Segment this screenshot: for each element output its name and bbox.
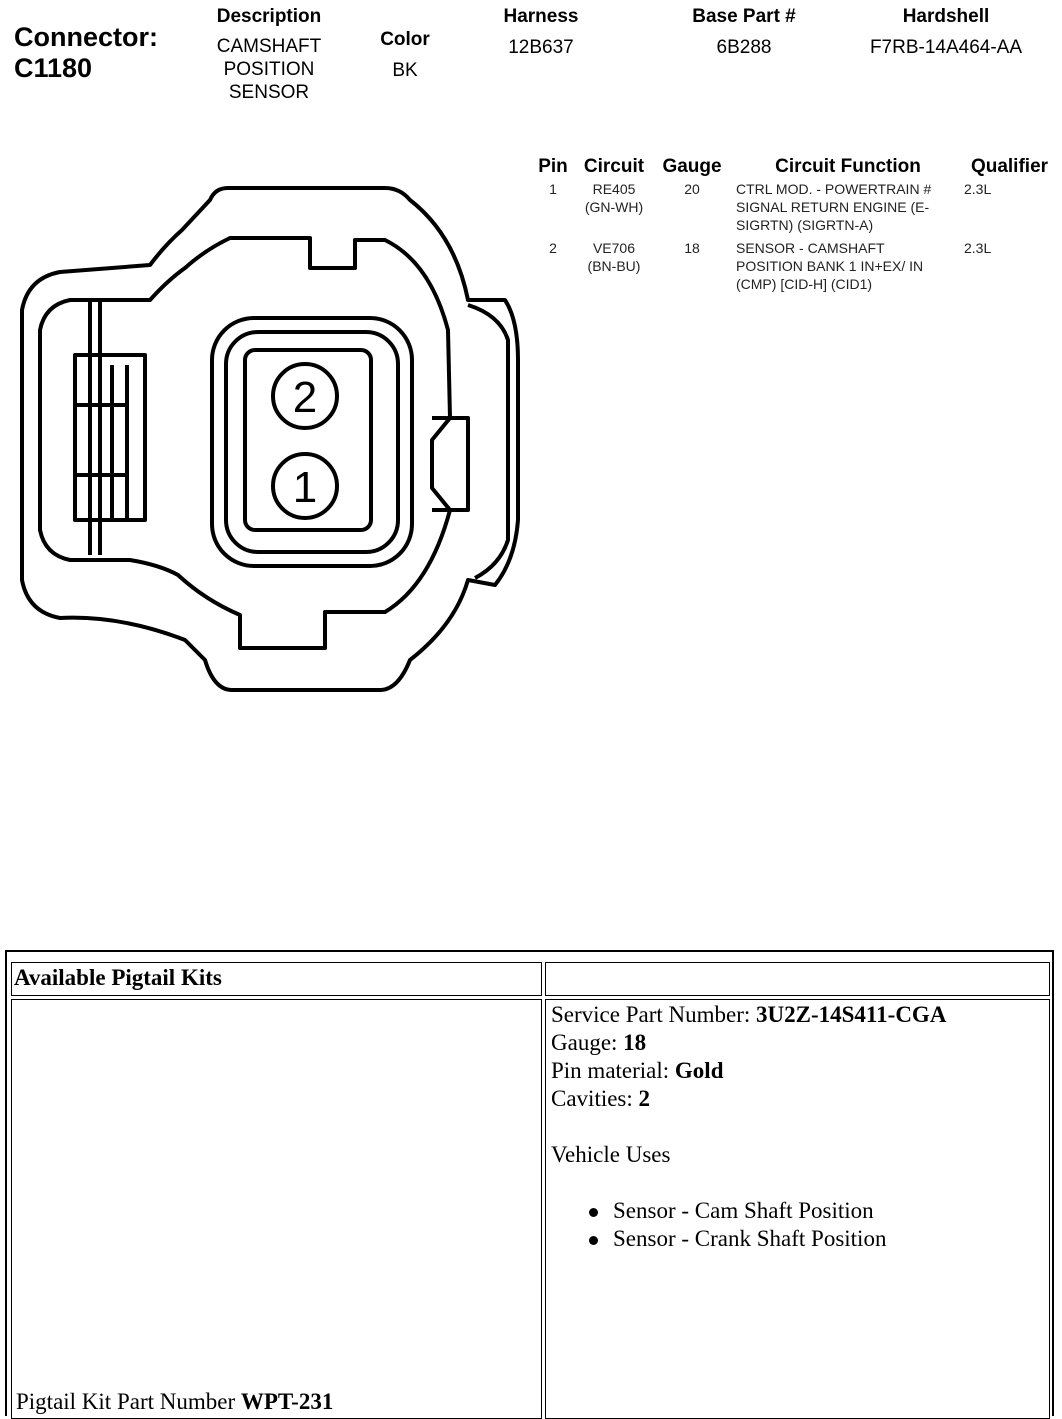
- circuit-cell: [576, 239, 652, 298]
- service-part-label: Service Part Number:: [551, 1002, 757, 1027]
- pin-material-label: Pin material:: [551, 1058, 675, 1083]
- connector-id: C1180: [14, 53, 93, 83]
- gauge-value: 18: [623, 1030, 647, 1055]
- column-header-circuit: Circuit: [583, 156, 645, 177]
- base-part-value: 6B288: [716, 37, 772, 58]
- pigtail-header-blank: [545, 962, 1050, 996]
- base-part-header: Base Part #: [692, 6, 796, 27]
- color-value: BK: [392, 60, 418, 81]
- kit-part-value: WPT-231: [240, 1389, 334, 1414]
- pin-table-header-row: [530, 154, 1055, 180]
- kit-part-label: Pigtail Kit Part Number: [16, 1389, 241, 1414]
- color-header: Color: [380, 29, 430, 50]
- description-header: Description: [216, 6, 322, 27]
- column-header-qualifier: Qualifier: [970, 156, 1049, 177]
- circuit-id: RE405: [592, 181, 636, 197]
- qualifier-cell: 2.3L: [964, 181, 992, 197]
- function-line: CTRL MOD. - POWERTRAIN #: [736, 181, 932, 197]
- column-header-gauge: Gauge: [662, 156, 722, 177]
- description-line: POSITION: [223, 59, 315, 80]
- pin-number: 2: [549, 240, 557, 256]
- vehicle-uses-list: [551, 1197, 946, 1253]
- connector-title: [14, 22, 158, 84]
- hardshell-header: Hardshell: [902, 6, 990, 27]
- pin-material-info: [551, 1057, 946, 1085]
- gauge-cell: 20: [684, 181, 700, 197]
- pigtail-kits-title: Available Pigtail Kits: [11, 962, 542, 996]
- gauge-cell: 18: [684, 240, 700, 256]
- table-row: [530, 239, 1055, 298]
- cavities-info: [551, 1085, 946, 1113]
- description-line: CAMSHAFT: [216, 36, 322, 57]
- circuit-cell: [576, 180, 652, 239]
- function-line: SENSOR - CAMSHAFT: [736, 240, 885, 256]
- circuit-color: (BN-BU): [587, 258, 641, 274]
- hardshell-value: F7RB-14A464-AA: [869, 37, 1023, 58]
- list-item: [587, 1225, 946, 1253]
- vehicle-use-text: Sensor - Cam Shaft Position: [613, 1198, 874, 1223]
- circuit-function-cell: [732, 180, 964, 239]
- bullet-icon: [589, 1236, 598, 1245]
- cavity-label: 2: [292, 373, 318, 422]
- function-line: SIGNAL RETURN ENGINE (E-: [736, 199, 930, 215]
- description-line: SENSOR: [228, 82, 310, 103]
- pin-table: [530, 154, 1055, 298]
- pigtail-info-cell: [545, 999, 1050, 1419]
- list-item: [587, 1197, 946, 1225]
- function-line: SIGRTN) (SIGRTN-A): [736, 217, 874, 233]
- gauge-label: Gauge:: [551, 1030, 624, 1055]
- latch-outline: [468, 305, 508, 578]
- service-part-number: [551, 1001, 946, 1029]
- bullet-icon: [589, 1208, 598, 1217]
- housing-outline: [22, 188, 518, 690]
- cavities-label: Cavities:: [551, 1086, 639, 1111]
- circuit-id: VE706: [592, 240, 636, 256]
- gauge-info: [551, 1029, 946, 1057]
- table-row: [530, 180, 1055, 239]
- pin-material-value: Gold: [674, 1058, 724, 1083]
- qualifier-cell: 2.3L: [964, 240, 992, 256]
- pigtail-kit-part-number: [16, 1388, 333, 1416]
- pigtail-info: [551, 1001, 946, 1253]
- cavity-label: 1: [292, 463, 318, 512]
- vehicle-uses-title: Vehicle Uses: [551, 1142, 671, 1167]
- pigtail-kits-table: [5, 950, 1054, 1416]
- connector-label: Connector:: [14, 22, 158, 52]
- column-header-circuit-function: Circuit Function: [775, 156, 921, 177]
- function-line: (CMP) [CID-H] (CID1): [736, 276, 873, 292]
- harness-header: Harness: [503, 6, 579, 27]
- service-part-value: 3U2Z-14S411-CGA: [756, 1002, 947, 1027]
- cavities-value: 2: [638, 1086, 651, 1111]
- connector-diagram: [0, 175, 530, 705]
- circuit-function-cell: [732, 239, 964, 298]
- circuit-color: (GN-WH): [584, 199, 644, 215]
- column-header-pin: Pin: [538, 156, 568, 177]
- function-line: POSITION BANK 1 IN+EX/ IN: [736, 258, 924, 274]
- description-value: [198, 35, 340, 104]
- harness-value: 12B637: [508, 37, 574, 58]
- pigtail-image-cell: [11, 999, 542, 1419]
- pin-number: 1: [549, 181, 557, 197]
- vehicle-use-text: Sensor - Crank Shaft Position: [613, 1226, 887, 1251]
